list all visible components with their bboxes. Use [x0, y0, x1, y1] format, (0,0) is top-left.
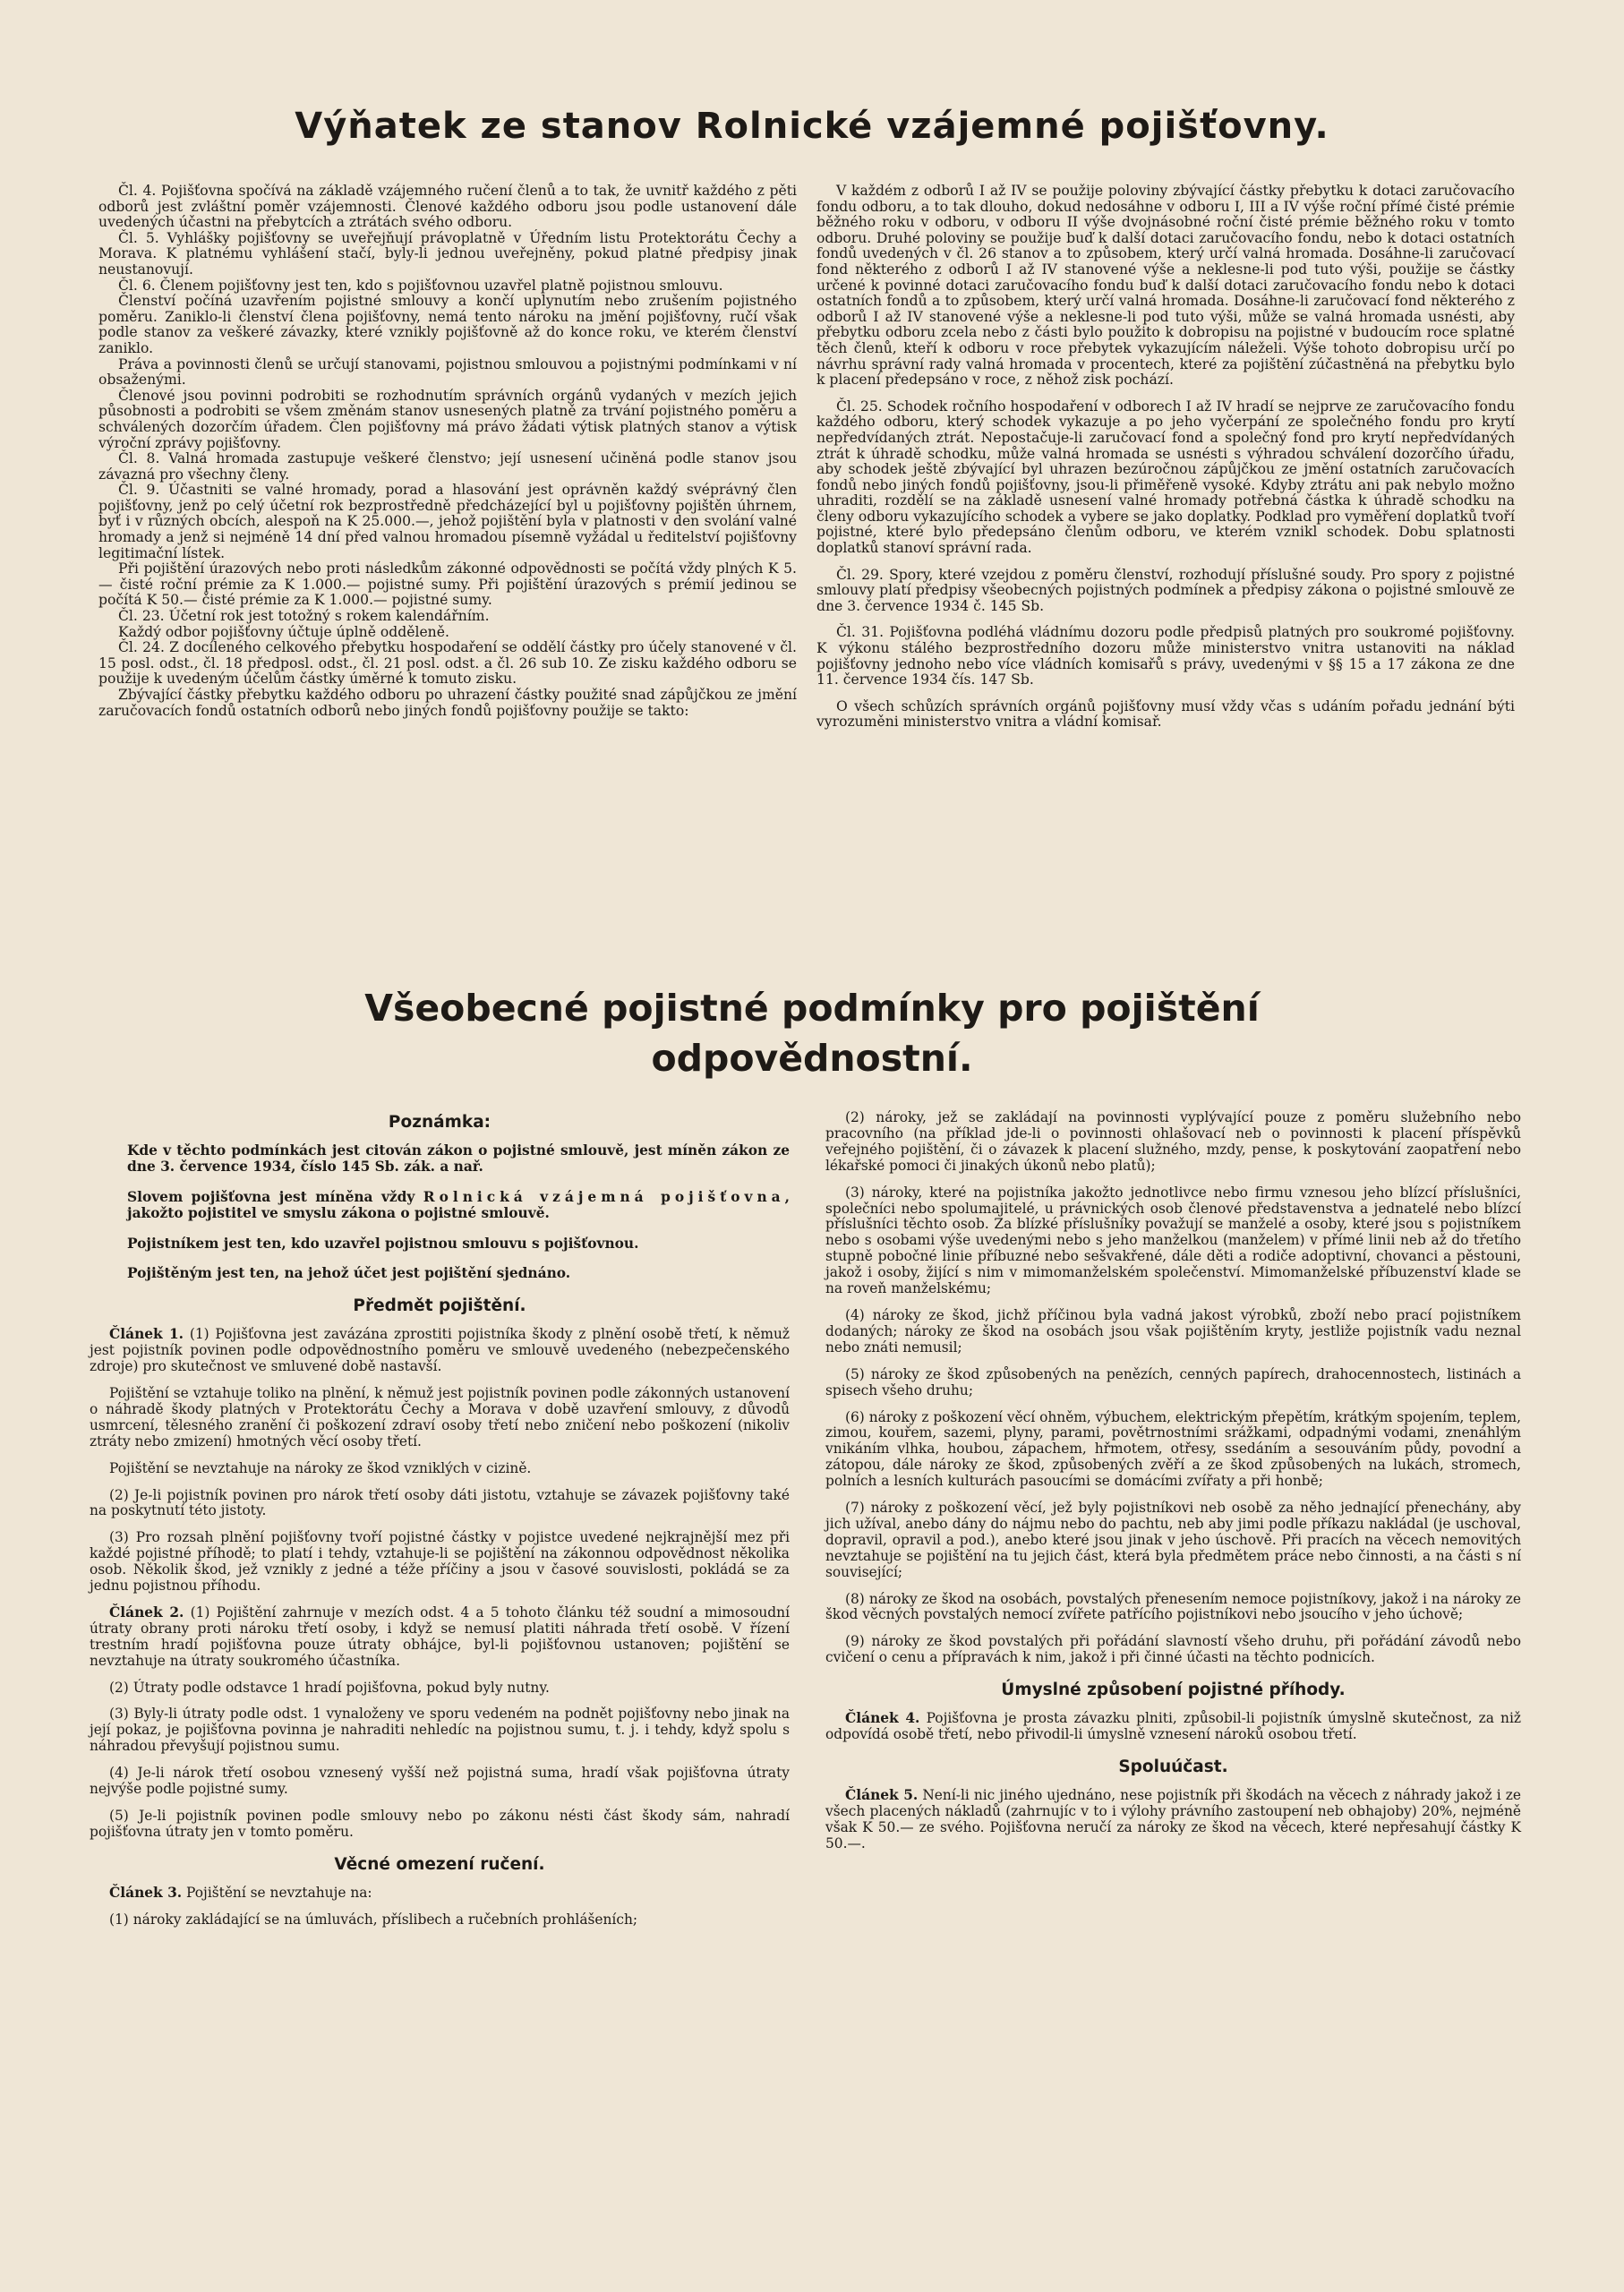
note-slovem-after: , jakožto pojistitel ve smyslu zákona o pojistné smlouvě.	[127, 1188, 791, 1221]
heading-subject-of-insurance: Předmět pojištění.	[353, 1296, 526, 1316]
statute-paragraph: Čl. 9. Účastniti se valné hromady, porad a hlasování jest oprávněn každý svéprávný člen pojišťovny, jenž po celý účetní rok bezprostředně předcházející byl u pojišťovny pojištěn úhrnem, byť i v různých obcích, alespoň na K 25.000.—, jehož pojištění byla v platnosti v den svolání valné hromady a jenž si nejméně 14 dní před valnou hromadou písemně vyžádal u ředitelství pojišťovny legitimační lístek.	[98, 482, 797, 561]
heading-intentional-event: Úmyslné způsobení pojistné příhody.	[1001, 1681, 1346, 1700]
conditions-title-line-1: Všeobecné pojistné podmínky pro pojištění	[364, 987, 1260, 1030]
condition-paragraph: (3) nároky, které na pojistníka jakožto jednotlivce nebo firmu vznesou jeho blízcí příslušníci, společníci nebo spolumajitelé, u právnických osob členové představenstva a jednatelé nebo blízcí příslušníci těchto osob. Za blízké příslušníky považují se manželé a osoby, které jsou s pojistníkem nebo s osobami výše uvedenými nebo s jeho manželkou (manželem) v přímé linii neb až do třetího stupně pobočné linie příbuzné nebo sešvakřené, dále děti a rodiče adoptivní, chovanci a pěstouni, jakož i osoby, žijící s nim v mimomanželském společenství. Mimomanželské příbuzenství klade se na roveň manželskému;	[825, 1184, 1521, 1297]
condition-paragraph: (7) nároky z poškození věcí, jež byly pojistníkovi neb osobě za něho jednající přenechány, aby jich užíval, anebo dány do nájmu nebo do pachtu, neb aby jimi podle příkazu nakládal (je uschoval, dopravil, opravil a pod.), anebo které jsou jinak v jeho úschově. Při pracích na věcech nemovitých nevztahuje se pojištění na tu jejich část, která byla předmětem práce nebo činnosti, a na části s ní související;	[825, 1500, 1521, 1580]
note-paragraph-slovem	[90, 1190, 790, 1222]
statute-paragraph: Čl. 25. Schodek ročního hospodaření v odborech I až IV hradí se nejprve ze zaručovacího fondu každého odboru, který schodek vykazuje a po jeho vyčerpání ze společného fondu pro krytí nepředvídaných ztrát. Nepostačuje-li zaručovací fond a společný fond pro krytí nepředvídaných ztrát k úhradě schodku, může valná hromada se usnésti s výhradou schválení dozorčího úřadu, aby schodek ještě zbývající byl uhrazen bezúročnou zápůjčkou ze jmění ostatních zaručovacích fondů nebo jiných fondů pojišťovny, jsou-li přiměřeně vysoké. Kdyby ztrátu ani pak nebylo možno uhraditi, rozdělí se na základě usnesení valné hromady potřebná částka k úhradě schodku na členy odboru vykazujícího schodek a vybere se jako doplatky. Podklad pro vyměření doplatků tvoří pojistné, které bylo předepsáno členům odboru, ve kterém vznikl schodek. Dobu splatnosti doplatků stanoví správní rada.	[816, 398, 1515, 557]
statute-left-column	[98, 184, 797, 719]
condition-paragraph: (5) Je-li pojistník povinen podle smlouvy nebo po zákonu nésti část škody sám, nahradí pojišťovna útraty jen v tomto poměru.	[90, 1808, 790, 1840]
conditions-left-column	[90, 1115, 790, 1929]
statute-paragraph: Práva a povinnosti členů se určují stanovami, pojistnou smlouvou a pojistnými podmínkami v ní obsaženými.	[98, 355, 797, 389]
condition-paragraph: Pojištění se nevztahuje na nároky ze škod vzniklých v cizině.	[109, 1459, 532, 1476]
condition-paragraph: Pojištění se vztahuje toliko na plnění, k němuž jest pojistník povinen podle zákonných ustanovení o náhradě škody platných v Protektorátu Čechy a Morava v době uzavření smlouvy, z důvodů usmrcení, tělesného zranění či poškození zdraví osoby třetí nebo zničení nebo poškození (nikoliv ztráty nebo zmizení) hmotných věcí osoby třetí.	[90, 1384, 790, 1450]
condition-paragraph: (6) nároky z poškození věcí ohněm, výbuchem, elektrickým přepětím, krátkým spojením, teplem, zimou, kouřem, sazemi, plyny, parami, povětrnostními srážkami, odpadnými vodami, znenáhlým vnikáním vlhka, houbou, zápachem, hřmotem, otřesy, ssedáním a sesouváním půdy, povodní a zátopou, dále nároky ze škod, způsobených zvěří a ze škod způsobených na lukách, stromech, polních a lesních kulturách pasoucími se domácími zvířaty a při honbě;	[825, 1408, 1521, 1490]
statute-paragraph: Čl. 31. Pojišťovna podléhá vládnímu dozoru podle předpisů platných pro soukromé pojišťovny. K výkonu stálého bezprostředního dozoru může ministerstvo vnitra ustanoviti na náklad pojišťovny jednoho nebo více vládních komisařů s právy, uvedenými v §§ 15 a 17 zákona ze dne 11. července 1934 čís. 147 Sb.	[816, 624, 1515, 688]
statute-paragraph: V každém z odborů I až IV se použije poloviny zbývající částky přebytku k dotaci zaručovacího fondu odboru, a to tak dlouho, dokud nedosáhne v odboru I, III a IV výše roční přímé čisté prémie běžného roku v odboru, v odboru II výše dvojnásobné roční čisté prémie běžného roku v tomto odboru. Druhé poloviny se použije buď k další dotaci zaručovacího fondu, nebo k dotaci ostatních fondů uvedených v čl. 26 stanov a to způsobem, který určí valná hromada. Dosáhne-li zaručovací fond některého z odborů I až IV stanovené výše a neklesne-li pod tuto výši, použije se částky určené k povinné dotaci zaručovacího fondu buď k další dotaci zaručovacího fondu nebo k dotaci ostatních fondů a to způsobem, který určí valná hromada. Dosáhne-li zaručovací fond některého z odborů I až IV stanovené výše a neklesne-li pod tuto výši, může se valná hromada usnésti, aby přebytku odboru zcela nebo z části bylo použito k dobropisu na pojistné v budoucím roce splatné těch členů, kteří k odboru v roce přebytek vykazujícím náleželi. Výše tohoto dobropisu určí po návrhu správní rady valná hromada v procentech, které za pojištění zúčastněná na přebytku bylo k placení předepsáno v roce, z něhož zisk pochází.	[816, 183, 1515, 389]
note-slovem-before: Slovem pojišťovna jest míněna vždy	[127, 1188, 415, 1205]
heading-co-participation: Spoluúčast.	[1118, 1757, 1228, 1776]
conditions-title	[0, 983, 1624, 1083]
condition-paragraph: (1) nároky zakládající se na úmluvách, příslibech a ručebních prohlášeních;	[109, 1911, 638, 1928]
statute-paragraph: Čl. 4. Pojišťovna spočívá na základě vzájemného ručení členů a to tak, že uvnitř každého z pěti odborů jest zvláštní poměr vzájemnosti. Členové každého odboru jsou podle ustanovení dále uvedených účastni na přebytcích a ztrátách svého odboru.	[98, 183, 797, 231]
statute-right-column	[816, 184, 1515, 731]
article-5-paragraph	[825, 1788, 1521, 1852]
statute-paragraph: Členové jsou povinni podrobiti se rozhodnutím správních orgánů vydaných v mezích jejich působnosti a podrobiti se všem změnám stanov usnesených platně za trvání pojistného poměru a schválených dozorčím úřadem. Člen pojišťovny má právo žádati výtisk platných stanov a výtisk výroční zprávy pojišťovny.	[98, 387, 797, 451]
article-5-label: Článek 5.	[845, 1786, 919, 1803]
article-2-paragraph	[90, 1605, 790, 1670]
heading-limitation-of-liability: Věcné omezení ručení.	[334, 1854, 545, 1874]
statute-paragraph: O všech schůzích správních orgánů pojišťovny musí vždy včas s udáním pořadu jednání býti vyrozuměni ministerstvo vnitra a vládní komisař.	[816, 697, 1515, 731]
note-paragraph: Kde v těchto podmínkách jest citován zákon o pojistné smlouvě, jest míněn zákon ze dne 3. července 1934, číslo 145 Sb. zák. a nař.	[127, 1142, 790, 1175]
article-3-paragraph	[90, 1886, 790, 1902]
conditions-title-line-2: odpovědnostní.	[651, 1037, 973, 1080]
article-4-label: Článek 4.	[845, 1710, 920, 1727]
statute-paragraph: Čl. 23. Účetní rok jest totožný s rokem kalendářním.	[118, 608, 490, 625]
condition-paragraph: (4) nároky ze škod, jichž příčinou byla vadná jakost výrobků, zboží nebo prací pojistníkem dodaných; nároky ze škod na osobách jsou však pojištěním kryty, jestliže pojistník vadu neznal nebo znáti nemusil;	[825, 1306, 1521, 1356]
note-block	[90, 1143, 790, 1282]
statute-paragraph: Čl. 5. Vyhlášky pojišťovny se uveřejňují právoplatně v Úředním listu Protektorátu Čechy a Morava. K platnému vyhlášení stačí, byly-li jednou uveřejněny, pokud platné předpisy jinak neustanovují.	[98, 229, 797, 278]
note-paragraph: Pojistníkem jest ten, kdo uzavřel pojistnou smlouvu s pojišťovnou.	[127, 1235, 639, 1252]
article-2-text: (1) Pojištění zahrnuje v mezích odst. 4 a 5 tohoto článku též soudní a mimosoudní útraty obrany proti nároku třetí osoby, i když se nemusí platiti náhrada třetí osobě. V řízení trestním hradí pojišťovna pouze útraty obhájce, byl-li pojišťovnou ustanoven; pojištění se nevztahuje na útraty soukromého účastníka.	[90, 1604, 790, 1669]
article-1-text: (1) Pojišťovna jest zavázána zprostiti pojistníka škody z plnění osobě třetí, k němuž jest pojistník povinen podle odpovědnostního poměru ve smlouvě uvedeného (nebezpečenského zdroje) pro skutečnost ve smluvené době nastavší.	[90, 1326, 790, 1375]
condition-paragraph: (8) nároky ze škod na osobách, povstalých přenesením nemoce pojistníkovy, jakož i na nároky ze škod věcných povstalých nemocí zvířete patřícího pojistníkovi nebo jsoucího v jeho úchově;	[825, 1590, 1521, 1623]
statute-paragraph: Čl. 29. Spory, které vzejdou z poměru členství, rozhodují příslušné soudy. Pro spory z pojistné smlouvy platí předpisy všeobecných pojistných podmínek a předpisy zákona o pojistné smlouvě ze dne 3. července 1934 č. 145 Sb.	[816, 566, 1515, 614]
note-heading: Poznámka:	[388, 1113, 491, 1132]
statute-excerpt-title: Výňatek ze stanov Rolnické vzájemné pojišťovny.	[295, 106, 1329, 147]
statute-paragraph: Čl. 6. Členem pojišťovny jest ten, kdo s pojišťovnou uzavřel platně pojistnou smlouvu.	[118, 277, 723, 294]
statute-paragraph: Čl. 8. Valná hromada zastupuje veškeré členstvo; její usnesení učiněná podle stanov jsou závazná pro všechny členy.	[98, 450, 797, 483]
condition-paragraph: (2) nároky, jež se zakládají na povinnosti vyplývající pouze z poměru služebního nebo pracovního (na příklad jde-li o povinnosti ohlašovací neb o povinnosti k placení příspěvků veřejného pojištění, či o závazek k placení služného, mzdy, pense, k poskytování zaopatření nebo lékařské pomoci či jinakých úkonů nebo platů);	[825, 1109, 1521, 1174]
article-2-label: Článek 2.	[109, 1604, 184, 1621]
note-insurer-name: Rolnická vzájemná pojišťovna	[423, 1188, 785, 1205]
article-4-paragraph	[825, 1711, 1521, 1743]
condition-paragraph: (3) Pro rozsah plnění pojišťovny tvoří pojistné částky v pojistce uvedené nejkrajnější mez při každé pojistné příhodě; to platí i tehdy, vztahuje-li se pojištění na zákonnou odpovědnost několika osob. Několik škod, jež vznikly z jedné a téže příčiny a jsou v časové souvislosti, pokládá se za jednu pojistnou příhodu.	[90, 1529, 790, 1595]
condition-paragraph: (9) nároky ze škod povstalých při pořádání slavností všeho druhu, při pořádání závodů nebo cvičení o cenu a přípravách k nim, jakož i při činné účasti na těchto podnicích.	[825, 1633, 1521, 1666]
article-3-text: Pojištění se nevztahuje na:	[186, 1884, 372, 1901]
conditions-right-column	[825, 1110, 1521, 1852]
article-5-text: Není-li nic jiného ujednáno, nese pojistník při škodách na věcech z náhrady jakož i ze všech placených nákladů (zahrnujíc v to i výlohy právního zastoupení neb obhajoby) 20%, nejméně však K 50.— ze svého. Pojišťovna neručí za nároky ze škod na věcech, které nepřesahují částky K 50.—.	[825, 1786, 1521, 1852]
statute-paragraph: Členství počíná uzavřením pojistné smlouvy a končí uplynutím nebo zrušením pojistného poměru. Zaniklo-li členství člena pojišťovny, nemá tento nároku na jmění pojišťovny, ručí však podle stanov za veškeré závazky, které vznikly pojišťovně až do konce roku, ve kterém členství zaniklo.	[98, 293, 797, 356]
condition-paragraph: (4) Je-li nárok třetí osobou vznesený vyšší než pojistná suma, hradí však pojišťovna útraty nejvýše podle pojistné sumy.	[90, 1765, 790, 1798]
condition-paragraph: (2) Je-li pojistník povinen pro nárok třetí osoby dáti jistotu, vztahuje se závazek pojišťovny také na poskytnutí této jistoty.	[90, 1486, 790, 1519]
article-3-label: Článek 3.	[109, 1884, 183, 1901]
statute-paragraph: Při pojištění úrazových nebo proti následkům zákonné odpovědnosti se počítá vždy plných K 5.— čisté roční prémie za K 1.000.— pojistné sumy. Při pojištění úrazových s prémií jedinou se počítá K 50.— čisté prémie za K 1.000.— pojistné sumy.	[98, 560, 797, 609]
statute-paragraph: Čl. 24. Z docíleného celkového přebytku hospodaření se oddělí částky pro účely stanovené v čl. 15 posl. odst., čl. 18 předposl. odst., čl. 21 posl. odst. a čl. 26 sub 10. Ze zisku každého odboru se použije k uvedeným účelům částky úměrné k tomuto zisku.	[98, 639, 797, 688]
note-paragraph: Pojištěným jest ten, na jehož účet jest pojištění sjednáno.	[127, 1265, 571, 1282]
statute-paragraph: Zbývající částky přebytku každého odboru po uhrazení částky použité snad zápůjčkou ze jmění zaručovacích fondů ostatních odborů nebo jiných fondů pojišťovny použije se takto:	[98, 687, 797, 719]
condition-paragraph: (2) Útraty podle odstavce 1 hradí pojišťovna, pokud byly nutny.	[109, 1679, 550, 1696]
condition-paragraph: (3) Byly-li útraty podle odst. 1 vynaloženy ve sporu vedeném na podnět pojišťovny nebo jinak na její pokaz, je pojišťovna povinna je nahraditi nehledíc na pojistnou sumu, t. j. i tehdy, když spolu s náhradou převyšují pojistnou sumu.	[90, 1706, 790, 1755]
article-1-label: Článek 1.	[109, 1326, 184, 1343]
condition-paragraph: (5) nároky ze škod způsobených na penězích, cenných papírech, drahocennostech, listinách a spisech všeho druhu;	[825, 1365, 1521, 1398]
statute-paragraph: Každý odbor pojišťovny účtuje úplně odděleně.	[118, 623, 449, 640]
article-1-paragraph	[90, 1327, 790, 1375]
article-4-text: Pojišťovna je prosta závazku plniti, způsobil-li pojistník úmyslně skutečnost, za niž odpovídá osobě třetí, nebo přivodil-li úmyslně vznesení nároků osobou třetí.	[825, 1710, 1521, 1742]
